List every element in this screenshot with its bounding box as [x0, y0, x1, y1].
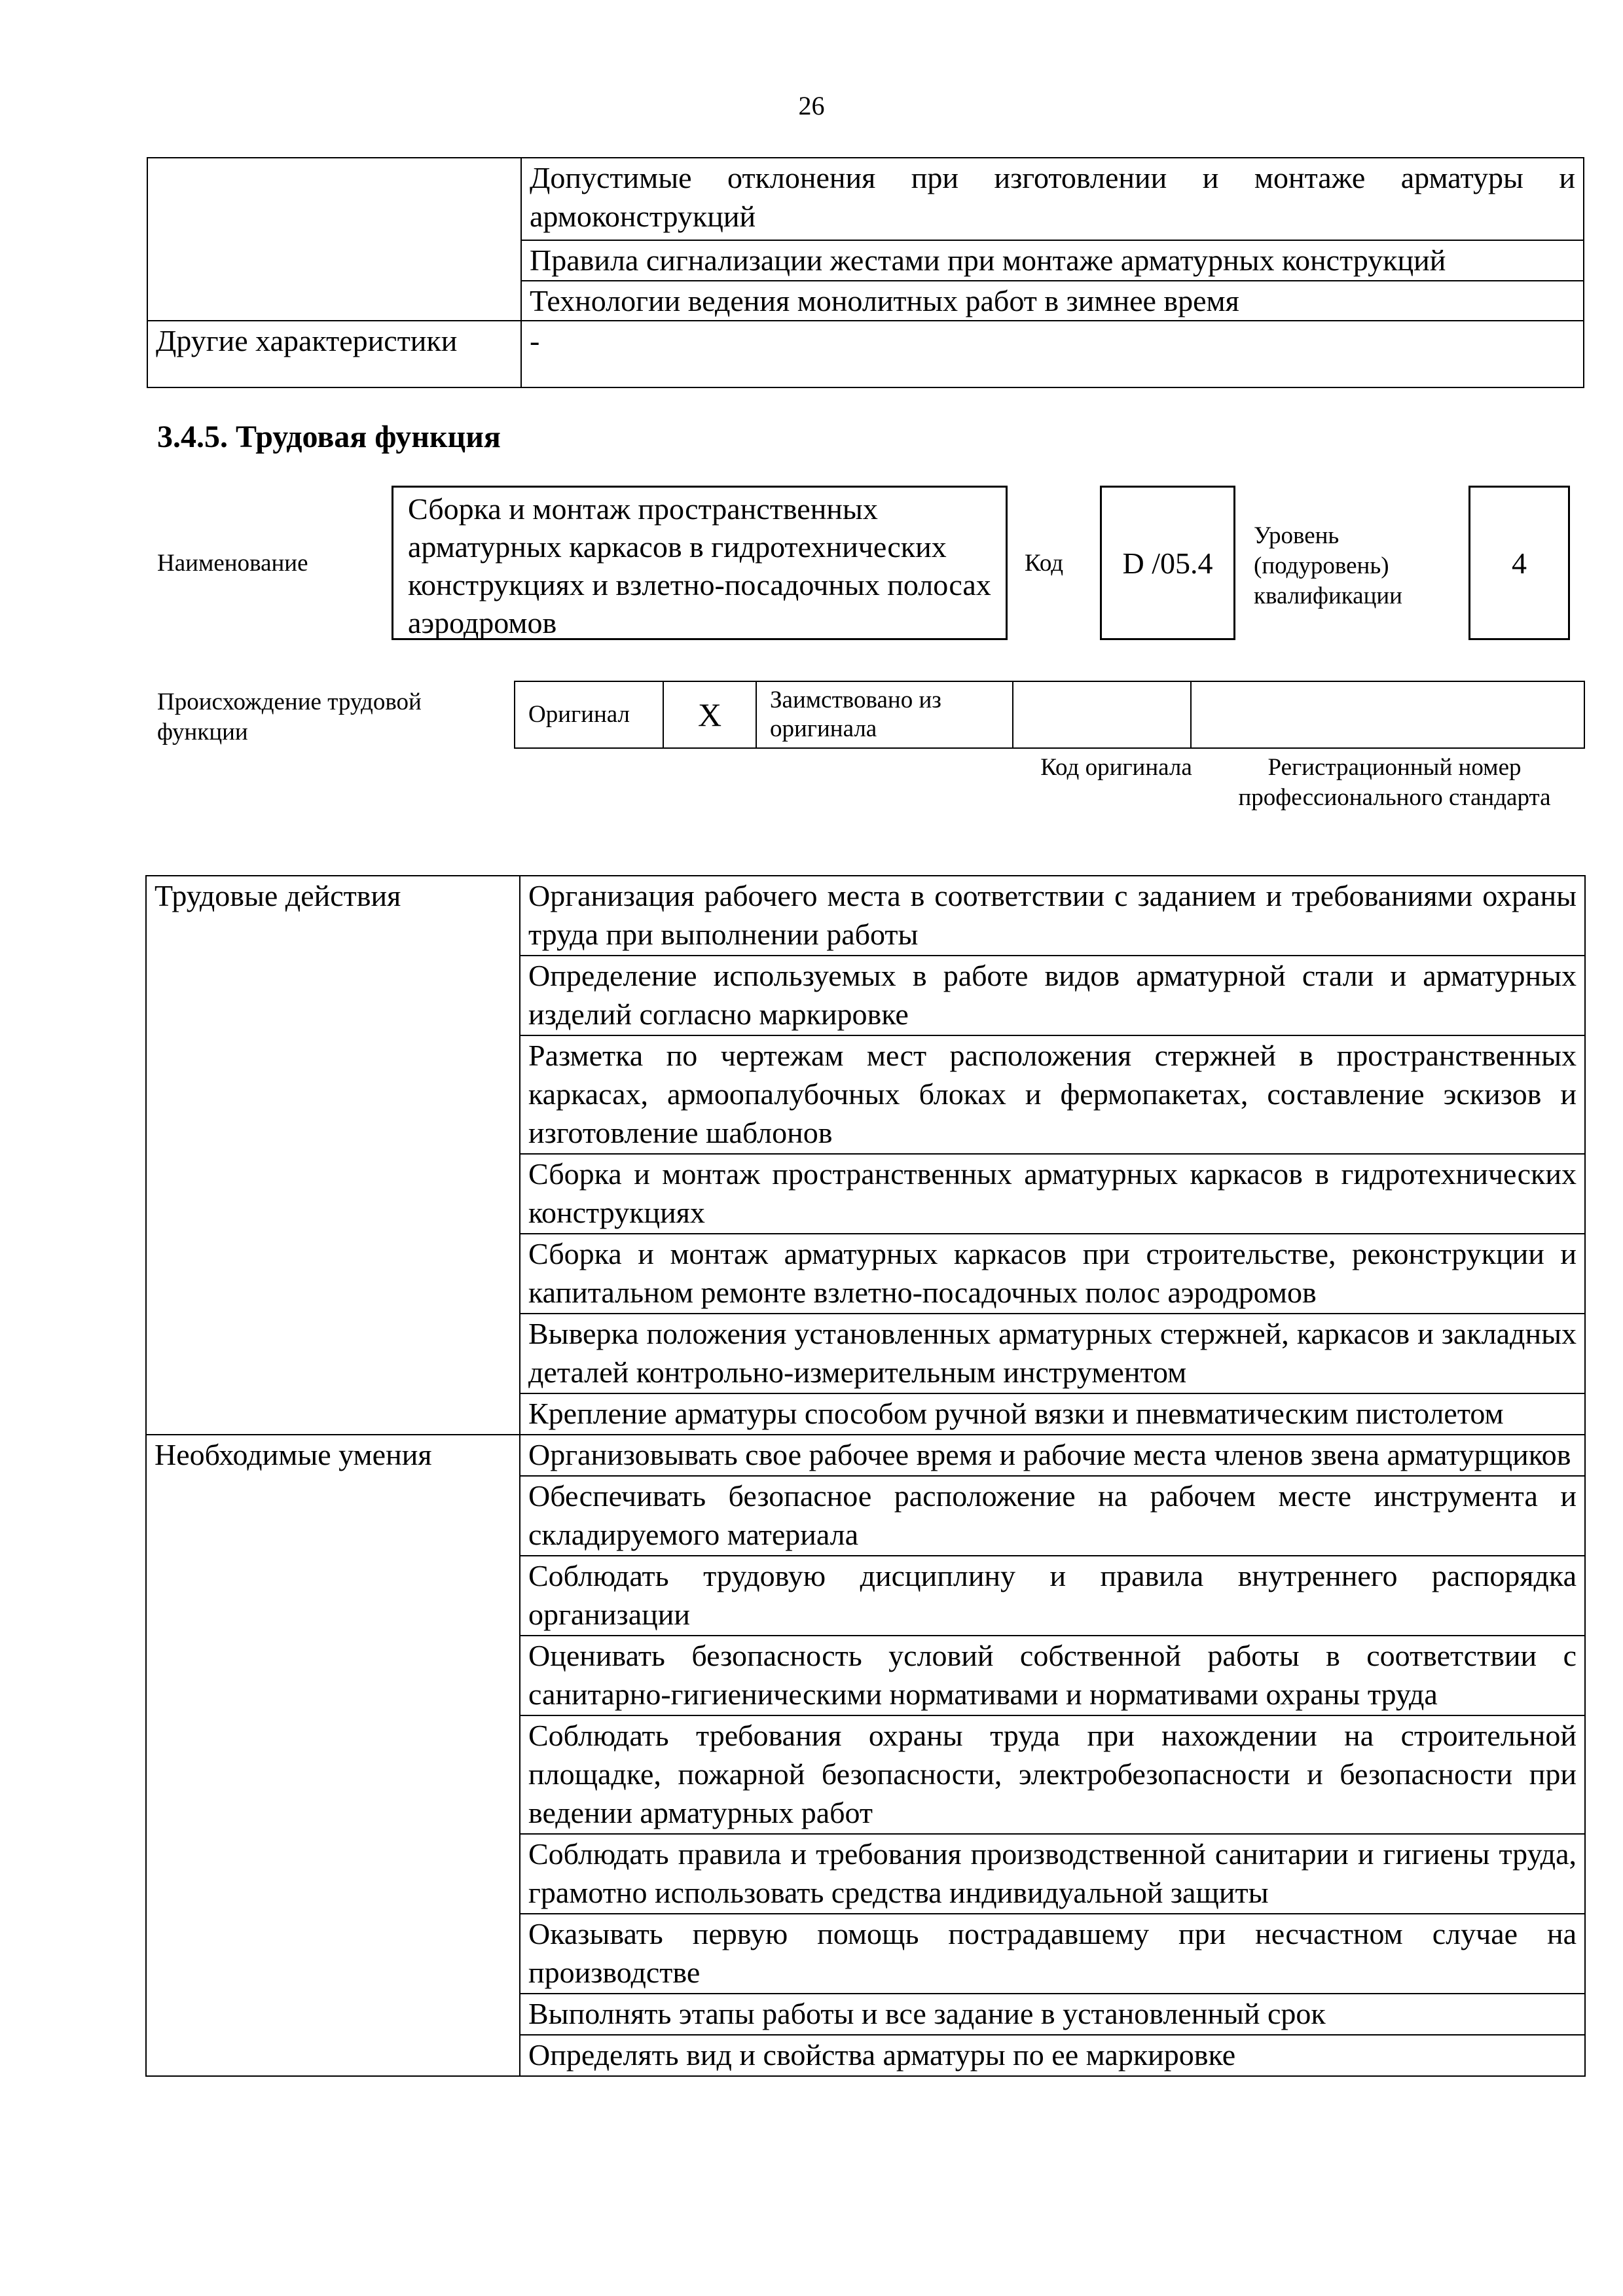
skill-item: Определять вид и свойства арматуры по ее маркировке: [520, 2035, 1585, 2076]
function-name-box: [392, 486, 1008, 640]
required-skills-label: Необходимые умения: [146, 1435, 520, 2076]
labor-action-item: Определение используемых в работе видов арматурной стали и арматурных изделий согласно маркировке: [520, 956, 1585, 1035]
knowledge-item: Технологии ведения монолитных работ в зимнее время: [521, 281, 1584, 321]
skill-item: Организовывать свое рабочее время и рабочие места членов звена арматурщиков: [520, 1435, 1585, 1476]
labor-action-item: Сборка и монтаж пространственных арматурных каркасов в гидротехнических конструкциях: [520, 1154, 1585, 1234]
original-mark: X: [663, 681, 756, 748]
borrowed-label: Заимствовано из оригинала: [756, 681, 1013, 748]
labor-action-item: Организация рабочего места в соответствии с заданием и требованиями охраны труда при выполнении работы: [520, 876, 1585, 956]
other-characteristics-value: -: [521, 321, 1584, 387]
level-value: 4: [1512, 546, 1527, 580]
knowledge-item: Допустимые отклонения при изготовлении и монтаже арматуры и армоконструкций: [521, 158, 1584, 240]
origin-table: [514, 681, 1585, 749]
original-code-caption: Код оригинала: [1040, 754, 1192, 781]
other-characteristics-label: Другие характеристики: [147, 321, 521, 387]
code-box: [1100, 486, 1235, 640]
skill-item: Выполнять этапы работы и все задание в установленный срок: [520, 1994, 1585, 2035]
labor-action-item: Выверка положения установленных арматурных стержней, каркасов и закладных деталей контрольно-измерительным инструментом: [520, 1314, 1585, 1393]
section-heading: 3.4.5. Трудовая функция: [157, 420, 501, 454]
code-label: Код: [1025, 550, 1064, 577]
skill-item: Соблюдать трудовую дисциплину и правила внутреннего распорядка организации: [520, 1556, 1585, 1636]
skill-item: Соблюдать правила и требования производственной санитарии и гигиены труда, грамотно использовать средства индивидуальной защиты: [520, 1834, 1585, 1914]
function-details-table: [145, 875, 1586, 2077]
function-name-label: Наименование: [157, 550, 308, 577]
level-box: [1468, 486, 1570, 640]
skill-item: Оказывать первую помощь пострадавшему при несчастном случае на производстве: [520, 1914, 1585, 1994]
skill-item: Соблюдать требования охраны труда при нахождении на строительной площадке, пожарной безопасности, электробезопасности и безопасности при ведении арматурных работ: [520, 1715, 1585, 1834]
skill-item: Обеспечивать безопасное расположение на рабочем месте инструмента и складируемого материала: [520, 1476, 1585, 1556]
labor-action-item: Крепление арматуры способом ручной вязки и пневматическим пистолетом: [520, 1393, 1585, 1435]
function-name-value: Сборка и монтаж пространственных арматурных каркасов в гидротехнических конструкциях и взлетно-посадочных полосах аэродромов: [408, 492, 991, 639]
labor-action-item: Разметка по чертежам мест расположения стержней в пространственных каркасах, армоопалубочных блоках и фермопакетах, составление эскизов и изготовление шаблонов: [520, 1035, 1585, 1154]
skill-item: Оценивать безопасность условий собственной работы в соответствии с санитарно-гигиеническими нормативами и нормативами охраны труда: [520, 1636, 1585, 1715]
original-label: Оригинал: [515, 681, 663, 748]
empty-label-cell: [147, 158, 521, 321]
labor-actions-label: Трудовые действия: [146, 876, 520, 1435]
code-value: D /05.4: [1122, 546, 1213, 580]
original-code-cell: [1013, 681, 1191, 748]
registration-number-cell: [1191, 681, 1584, 748]
page-number: 26: [798, 91, 825, 120]
qualification-level-label: Уровень (подуровень) квалификации: [1254, 522, 1402, 609]
labor-action-item: Сборка и монтаж арматурных каркасов при строительстве, реконструкции и капитальном ремонте взлетно-посадочных полос аэродромов: [520, 1234, 1585, 1314]
knowledge-table: [147, 157, 1584, 388]
registration-number-caption: Регистрационный номер профессионального стандарта: [1238, 754, 1551, 811]
knowledge-item: Правила сигнализации жестами при монтаже арматурных конструкций: [521, 240, 1584, 281]
origin-label: Происхождение трудовой функции: [157, 689, 422, 745]
